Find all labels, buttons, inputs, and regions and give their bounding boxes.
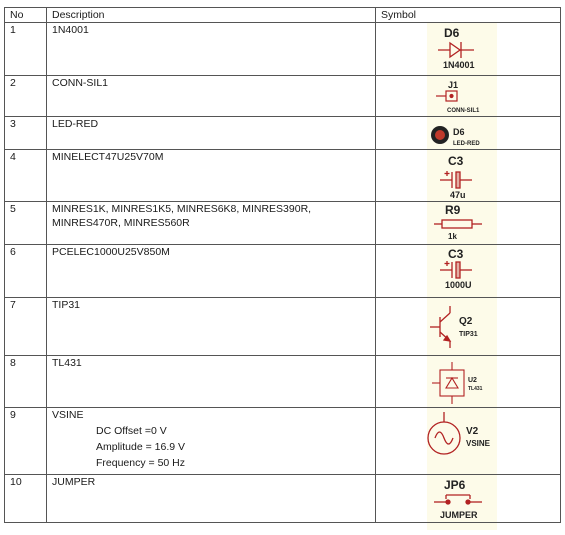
transistor-symbol xyxy=(426,298,496,356)
connector-pin-icon xyxy=(436,91,457,101)
symbol-ref: J1 xyxy=(448,80,459,90)
row-description: TL431 xyxy=(47,356,376,408)
symbol-value: JUMPER xyxy=(440,510,478,520)
row-no: 1 xyxy=(5,23,47,76)
diode-icon xyxy=(438,42,474,58)
symbol-value: 47u xyxy=(450,190,466,200)
header-symbol: Symbol xyxy=(376,8,561,23)
row-description: 1N4001 xyxy=(47,23,376,76)
symbol-ref: R9 xyxy=(445,203,461,217)
shunt-regulator-icon xyxy=(432,362,464,404)
row-no: 2 xyxy=(5,76,47,117)
row-no: 3 xyxy=(5,117,47,150)
jumper-icon xyxy=(434,495,482,504)
row-symbol xyxy=(376,475,561,523)
symbol-value: CONN-SIL1 xyxy=(447,108,480,114)
row-description xyxy=(47,408,376,475)
connector-symbol xyxy=(426,76,496,117)
capacitor-symbol xyxy=(426,150,496,202)
symbol-ref: C3 xyxy=(448,154,464,168)
symbol-ref: Q2 xyxy=(459,316,473,327)
description-line: MINRES1K, MINRES1K5, MINRES6K8, MINRES390R, xyxy=(52,203,312,215)
diode-symbol xyxy=(426,23,496,76)
capacitor-icon xyxy=(440,261,472,278)
row-description xyxy=(47,202,376,245)
row-no: 10 xyxy=(5,475,47,523)
row-symbol xyxy=(376,356,561,408)
npn-transistor-icon xyxy=(430,306,450,348)
row-description: MINELECT47U25V70M xyxy=(47,150,376,202)
row-symbol xyxy=(376,23,561,76)
symbol-value: 1N4001 xyxy=(443,60,475,70)
row-no: 9 xyxy=(5,408,47,475)
table-row xyxy=(5,475,561,523)
row-symbol xyxy=(376,76,561,117)
symbol-value: VSINE xyxy=(466,439,491,448)
symbol-value: 1k xyxy=(448,232,457,241)
table-row xyxy=(5,150,561,202)
table-row xyxy=(5,202,561,245)
symbol-value: 1000U xyxy=(445,280,472,290)
symbol-value: LED-RED xyxy=(453,141,480,147)
param-frequency: Frequency = 50 Hz xyxy=(96,457,186,469)
row-description: CONN-SIL1 xyxy=(47,76,376,117)
row-no: 5 xyxy=(5,202,47,245)
row-description: LED-RED xyxy=(47,117,376,150)
symbol-ref: JP6 xyxy=(444,478,466,492)
row-symbol xyxy=(376,202,561,245)
row-no: 4 xyxy=(5,150,47,202)
row-symbol xyxy=(376,150,561,202)
row-no: 8 xyxy=(5,356,47,408)
row-no: 6 xyxy=(5,245,47,298)
led-icon xyxy=(431,126,449,144)
symbol-value: TL431 xyxy=(468,386,483,392)
table-row xyxy=(5,76,561,117)
voltage-source-symbol xyxy=(426,408,496,475)
capacitor-icon xyxy=(440,171,472,188)
symbol-ref: C3 xyxy=(448,247,464,261)
row-description: PCELEC1000U25V850M xyxy=(47,245,376,298)
sine-source-icon xyxy=(428,412,460,454)
table-row xyxy=(5,245,561,298)
table-row xyxy=(5,356,561,408)
row-no: 7 xyxy=(5,298,47,356)
led-symbol xyxy=(426,117,496,150)
table-row xyxy=(5,117,561,150)
param-dc-offset: DC Offset =0 V xyxy=(96,425,167,437)
symbol-value: TIP31 xyxy=(459,331,478,338)
row-symbol xyxy=(376,245,561,298)
table-row xyxy=(5,23,561,76)
param-amplitude: Amplitude = 16.9 V xyxy=(96,441,186,453)
symbol-ref: V2 xyxy=(466,426,479,437)
row-symbol xyxy=(376,298,561,356)
header-description: Description xyxy=(47,8,376,23)
row-symbol xyxy=(376,117,561,150)
row-symbol xyxy=(376,408,561,475)
regulator-symbol xyxy=(426,356,496,408)
table-row xyxy=(5,408,561,475)
resistor-icon xyxy=(434,220,482,228)
symbol-ref: D6 xyxy=(453,127,465,137)
description-line: MINRES470R, MINRES560R xyxy=(52,217,190,229)
header-row xyxy=(5,8,561,23)
symbol-ref: D6 xyxy=(444,26,460,40)
description-title: VSINE xyxy=(52,409,84,421)
row-description: TIP31 xyxy=(47,298,376,356)
header-no: No xyxy=(5,8,47,23)
table-row xyxy=(5,298,561,356)
capacitor-symbol xyxy=(426,245,496,298)
row-description: JUMPER xyxy=(47,475,376,523)
resistor-symbol xyxy=(426,202,496,245)
symbol-ref: U2 xyxy=(468,377,477,384)
component-table xyxy=(4,7,561,523)
jumper-symbol xyxy=(426,475,496,523)
